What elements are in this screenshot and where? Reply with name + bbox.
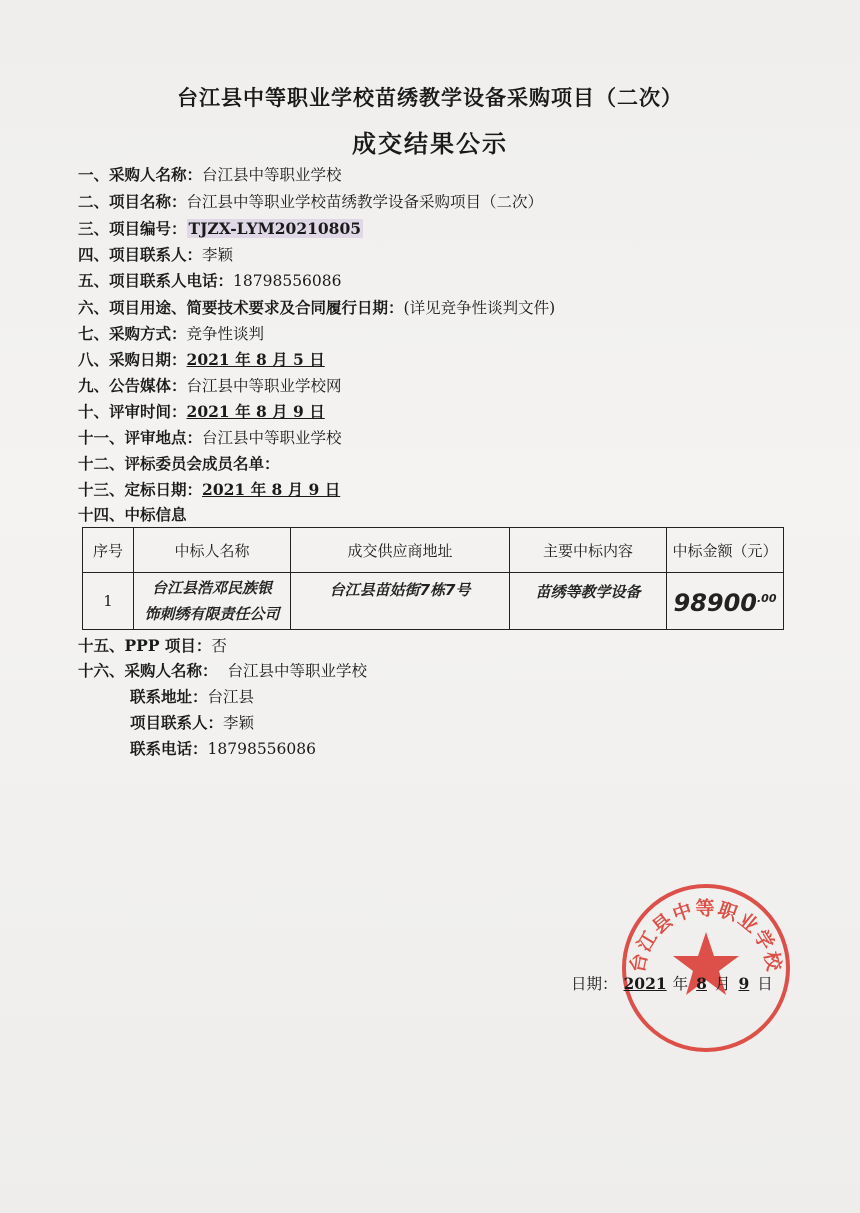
item-project-name: 二、项目名称：台江县中等职业学校苗绣教学设备采购项目（二次） xyxy=(78,192,544,211)
winner-name-cell xyxy=(134,573,291,630)
document-subtitle: 成交结果公示 xyxy=(352,129,508,158)
table-header: 主要中标内容 xyxy=(510,528,667,573)
winner-name-line1: 台江县浩邓民族银 xyxy=(151,579,272,597)
item-purchaser: 一、采购人名称：台江县中等职业学校 xyxy=(78,165,342,184)
contact-person: 项目联系人：李颖 xyxy=(130,713,255,732)
supplier-address: 台江县苗姑街7栋7号 xyxy=(329,581,471,599)
item-award-date: 十三、定标日期：2021 年 8 月 9 日 xyxy=(78,480,341,499)
item-review-place: 十一、评审地点：台江县中等职业学校 xyxy=(78,428,342,447)
table-header: 成交供应商地址 xyxy=(291,528,510,573)
table-header-row xyxy=(83,528,784,573)
award-table xyxy=(82,527,784,630)
item-committee: 十二、评标委员会成员名单： xyxy=(78,454,280,473)
item-contact-phone: 五、项目联系人电话：18798556086 xyxy=(78,271,342,290)
award-amount: $98900^{.00}$ xyxy=(673,589,777,617)
item-review-time: 十、评审时间：2021 年 8 月 9 日 xyxy=(78,402,325,421)
supplier-address-cell xyxy=(291,573,510,630)
contact-address: 联系地址：台江县 xyxy=(130,687,255,706)
row-index: 1 xyxy=(83,573,134,630)
official-seal xyxy=(618,880,794,1056)
award-content-cell xyxy=(510,573,667,630)
item-project-code: 三、项目编号： TJZX-LYM20210805 xyxy=(78,219,362,238)
seal-text: 台江县中等职业学校 xyxy=(626,897,786,975)
table-header: 序号 xyxy=(83,528,134,573)
item-procurement-date: 八、采购日期：2021 年 8 月 5 日 xyxy=(78,350,325,369)
award-content: 苗绣等教学设备 xyxy=(535,583,641,601)
item-purpose: 六、项目用途、简要技术要求及合同履行日期：(详见竞争性谈判文件) xyxy=(78,298,556,317)
item-procurement-method: 七、采购方式：竞争性谈判 xyxy=(78,324,265,343)
project-code-highlight: TJZX-LYM20210805 xyxy=(188,219,362,238)
item-award-info: 十四、中标信息 xyxy=(78,505,187,524)
document-title: 台江县中等职业学校苗绣教学设备采购项目（二次） xyxy=(177,85,683,110)
item-ppp: 十五、PPP 项目：否 xyxy=(78,636,227,655)
item-contact-person: 四、项目联系人：李颖 xyxy=(78,245,234,264)
item-media: 九、公告媒体：台江县中等职业学校网 xyxy=(78,376,342,395)
item-purchaser-2: 十六、采购人名称： 台江县中等职业学校 xyxy=(78,661,368,680)
winner-name-line2: 饰刺绣有限责任公司 xyxy=(144,605,280,623)
table-header: 中标人名称 xyxy=(134,528,291,573)
award-amount-cell xyxy=(667,573,784,630)
table-header: 中标金额（元） xyxy=(667,528,784,573)
table-row xyxy=(83,573,784,630)
contact-phone: 联系电话：18798556086 xyxy=(130,739,316,758)
signature-date: 日期： 2021 年 8 月 9 日 xyxy=(571,974,773,993)
